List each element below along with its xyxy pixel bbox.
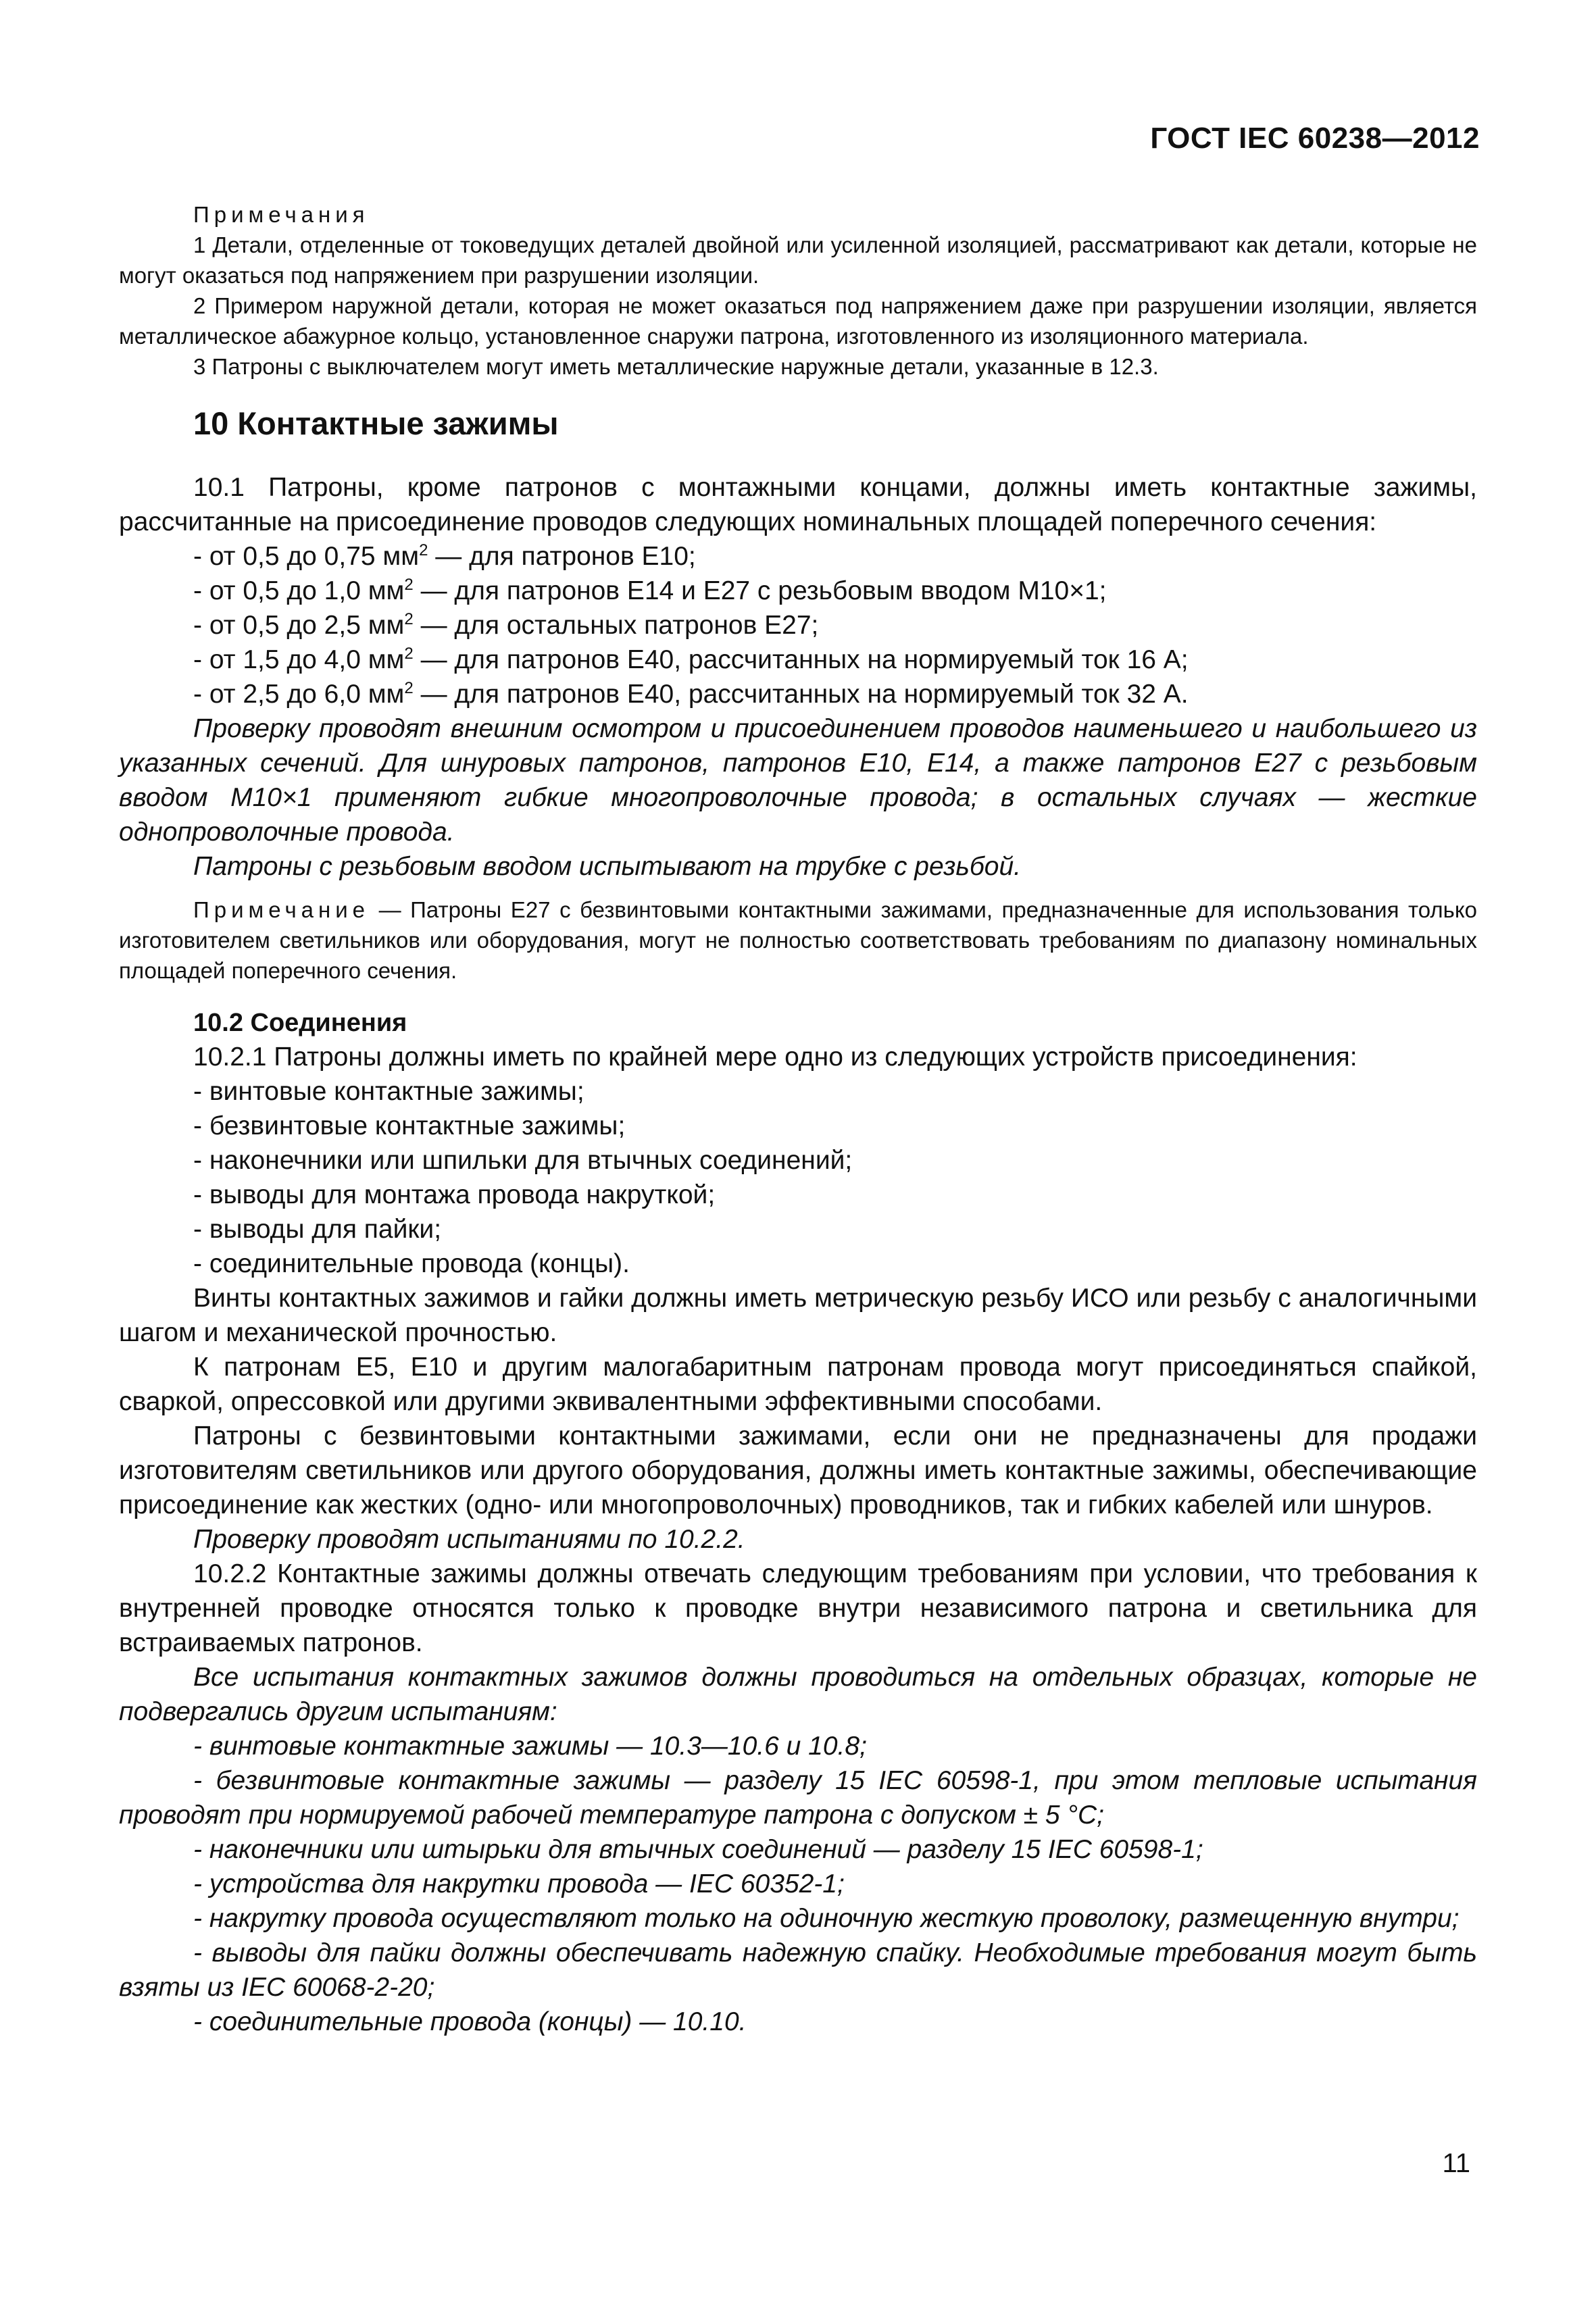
para-screws: Винты контактных зажимов и гайки должны иметь метрическую резьбу ИСО или резьбу с аналогичными шагом и механической прочностью. (119, 1284, 1477, 1347)
device-item: - выводы для монтажа провода накруткой; (193, 1180, 716, 1209)
device-item: - выводы для пайки; (193, 1215, 442, 1244)
document-header: ГОСТ IEC 60238—2012 (1150, 122, 1480, 155)
section-10-2-heading: 10.2 Соединения (193, 1009, 407, 1037)
test-item: - устройства для накрутки провода — IEC 60352-1; (193, 1869, 845, 1898)
range-item: - от 0,5 до 1,0 $мм^2$ — для патронов E14 и E27 с резьбовым вводом M10×1; (193, 576, 1107, 605)
clause-10-1: 10.1 Патроны, кроме патронов с монтажными концами, должны иметь контактные зажимы, рассчитанные на присоединение проводов следующих номинальных площадей поперечного сечения: (119, 473, 1477, 536)
range-item: - от 2,5 до 6,0 $мм^2$ — для патронов E40, рассчитанных на нормируемый ток 32 А. (193, 679, 1189, 709)
note-10-1 (119, 895, 1477, 986)
section-10-heading: 10 Контактные зажимы (193, 405, 559, 441)
device-item: - безвинтовые контактные зажимы; (193, 1111, 626, 1140)
test-item: - соединительные провода (концы) — 10.10. (193, 2007, 747, 2036)
clause-10-2-1: 10.2.1 Патроны должны иметь по крайней мере одно из следующих устройств присоединения: (193, 1042, 1357, 1072)
check-text-10-2: Проверку проводят испытаниями по 10.2.2. (193, 1525, 745, 1554)
device-item: - наконечники или шпильки для втычных соединений; (193, 1146, 853, 1175)
range-item: - от 0,5 до 0,75 $мм^2$ — для патронов E10; (193, 541, 696, 571)
test-item: - наконечники или штырьки для втычных соединений — разделу 15 IEC 60598-1; (193, 1835, 1203, 1864)
device-item: - соединительные провода (концы). (193, 1249, 630, 1278)
page-number: 11 (1442, 2148, 1470, 2178)
test-item: - винтовые контактные зажимы — 10.3—10.6 и 10.8; (193, 1732, 867, 1761)
range-item: - от 0,5 до 2,5 $мм^2$ — для остальных патронов E27; (193, 610, 819, 640)
note-3: 3 Патроны с выключателем могут иметь металлические наружные детали, указанные в 12.3. (193, 354, 1159, 379)
page-content (119, 199, 1477, 2039)
note-1: 1 Детали, отделенные от токоведущих деталей двойной или усиленной изоляцией, рассматривают как детали, которые не могут оказаться под напряжением при разрушении изоляции. (119, 232, 1477, 288)
check-text-10-1: Проверку проводят внешним осмотром и присоединением проводов наименьшего и наибольшего из указанных сечений. Для шнуровых патронов, патронов E10, E14, а также патронов E27 с резьбовым вводом M10×1 применяют гибкие многопроволочные провода; в остальных случаях — жесткие однопроволочные провода. (119, 714, 1477, 847)
para-screwless: Патроны с безвинтовыми контактными зажимами, если они не предназначены для продажи изготовителям светильников или другого оборудования, должны иметь контактные зажимы, обеспечивающие присоединение как жестких (одно- или многопроволочных) проводников, так и гибких кабелей или шнуров. (119, 1422, 1477, 1519)
note-label: Примечание (193, 897, 370, 922)
note-text: — Патроны E27 с безвинтовыми контактными зажимами, предназначенные для использования только изготовителем светильников или оборудования, могут не полностью соответствовать требованиям по диапазону номинальных площадей поперечного сечения. (119, 897, 1477, 983)
note-2: 2 Примером наружной детали, которая не может оказаться под напряжением даже при разрушении изоляции, является металлическое абажурное кольцо, установленное снаружи патрона, изготовленного из изоляционного материала. (119, 293, 1477, 349)
test-item: - накрутку провода осуществляют только на одиночную жесткую проволоку, размещенную внутри; (193, 1904, 1460, 1933)
test-item: - выводы для пайки должны обеспечивать надежную спайку. Необходимые требования могут быть взяты из IEC 60068-2-20; (119, 1938, 1477, 2002)
range-item: - от 1,5 до 4,0 $мм^2$ — для патронов E40, рассчитанных на нормируемый ток 16 А; (193, 645, 1189, 674)
device-item: - винтовые контактные зажимы; (193, 1077, 584, 1106)
para-small-holders: К патронам E5, E10 и другим малогабаритным патронам провода могут присоединяться спайкой, сваркой, опрессовкой или другими эквивалентными эффективными способами. (119, 1353, 1477, 1416)
notes-title: Примечания (193, 202, 370, 227)
test-item: - безвинтовые контактные зажимы — разделу 15 IEC 60598-1, при этом тепловые испытания проводят при нормируемой рабочей температуре патрона с допуском ± 5 °С; (119, 1766, 1477, 1830)
tests-intro: Все испытания контактных зажимов должны проводиться на отдельных образцах, которые не подвергались другим испытаниям: (119, 1663, 1477, 1726)
check-text-thread: Патроны с резьбовым вводом испытывают на трубке с резьбой. (193, 852, 1022, 881)
clause-10-2-2: 10.2.2 Контактные зажимы должны отвечать следующим требованиям при условии, что требования к внутренней проводке относятся только к проводке внутри независимого патрона и светильника для встраиваемых патронов. (119, 1559, 1477, 1657)
